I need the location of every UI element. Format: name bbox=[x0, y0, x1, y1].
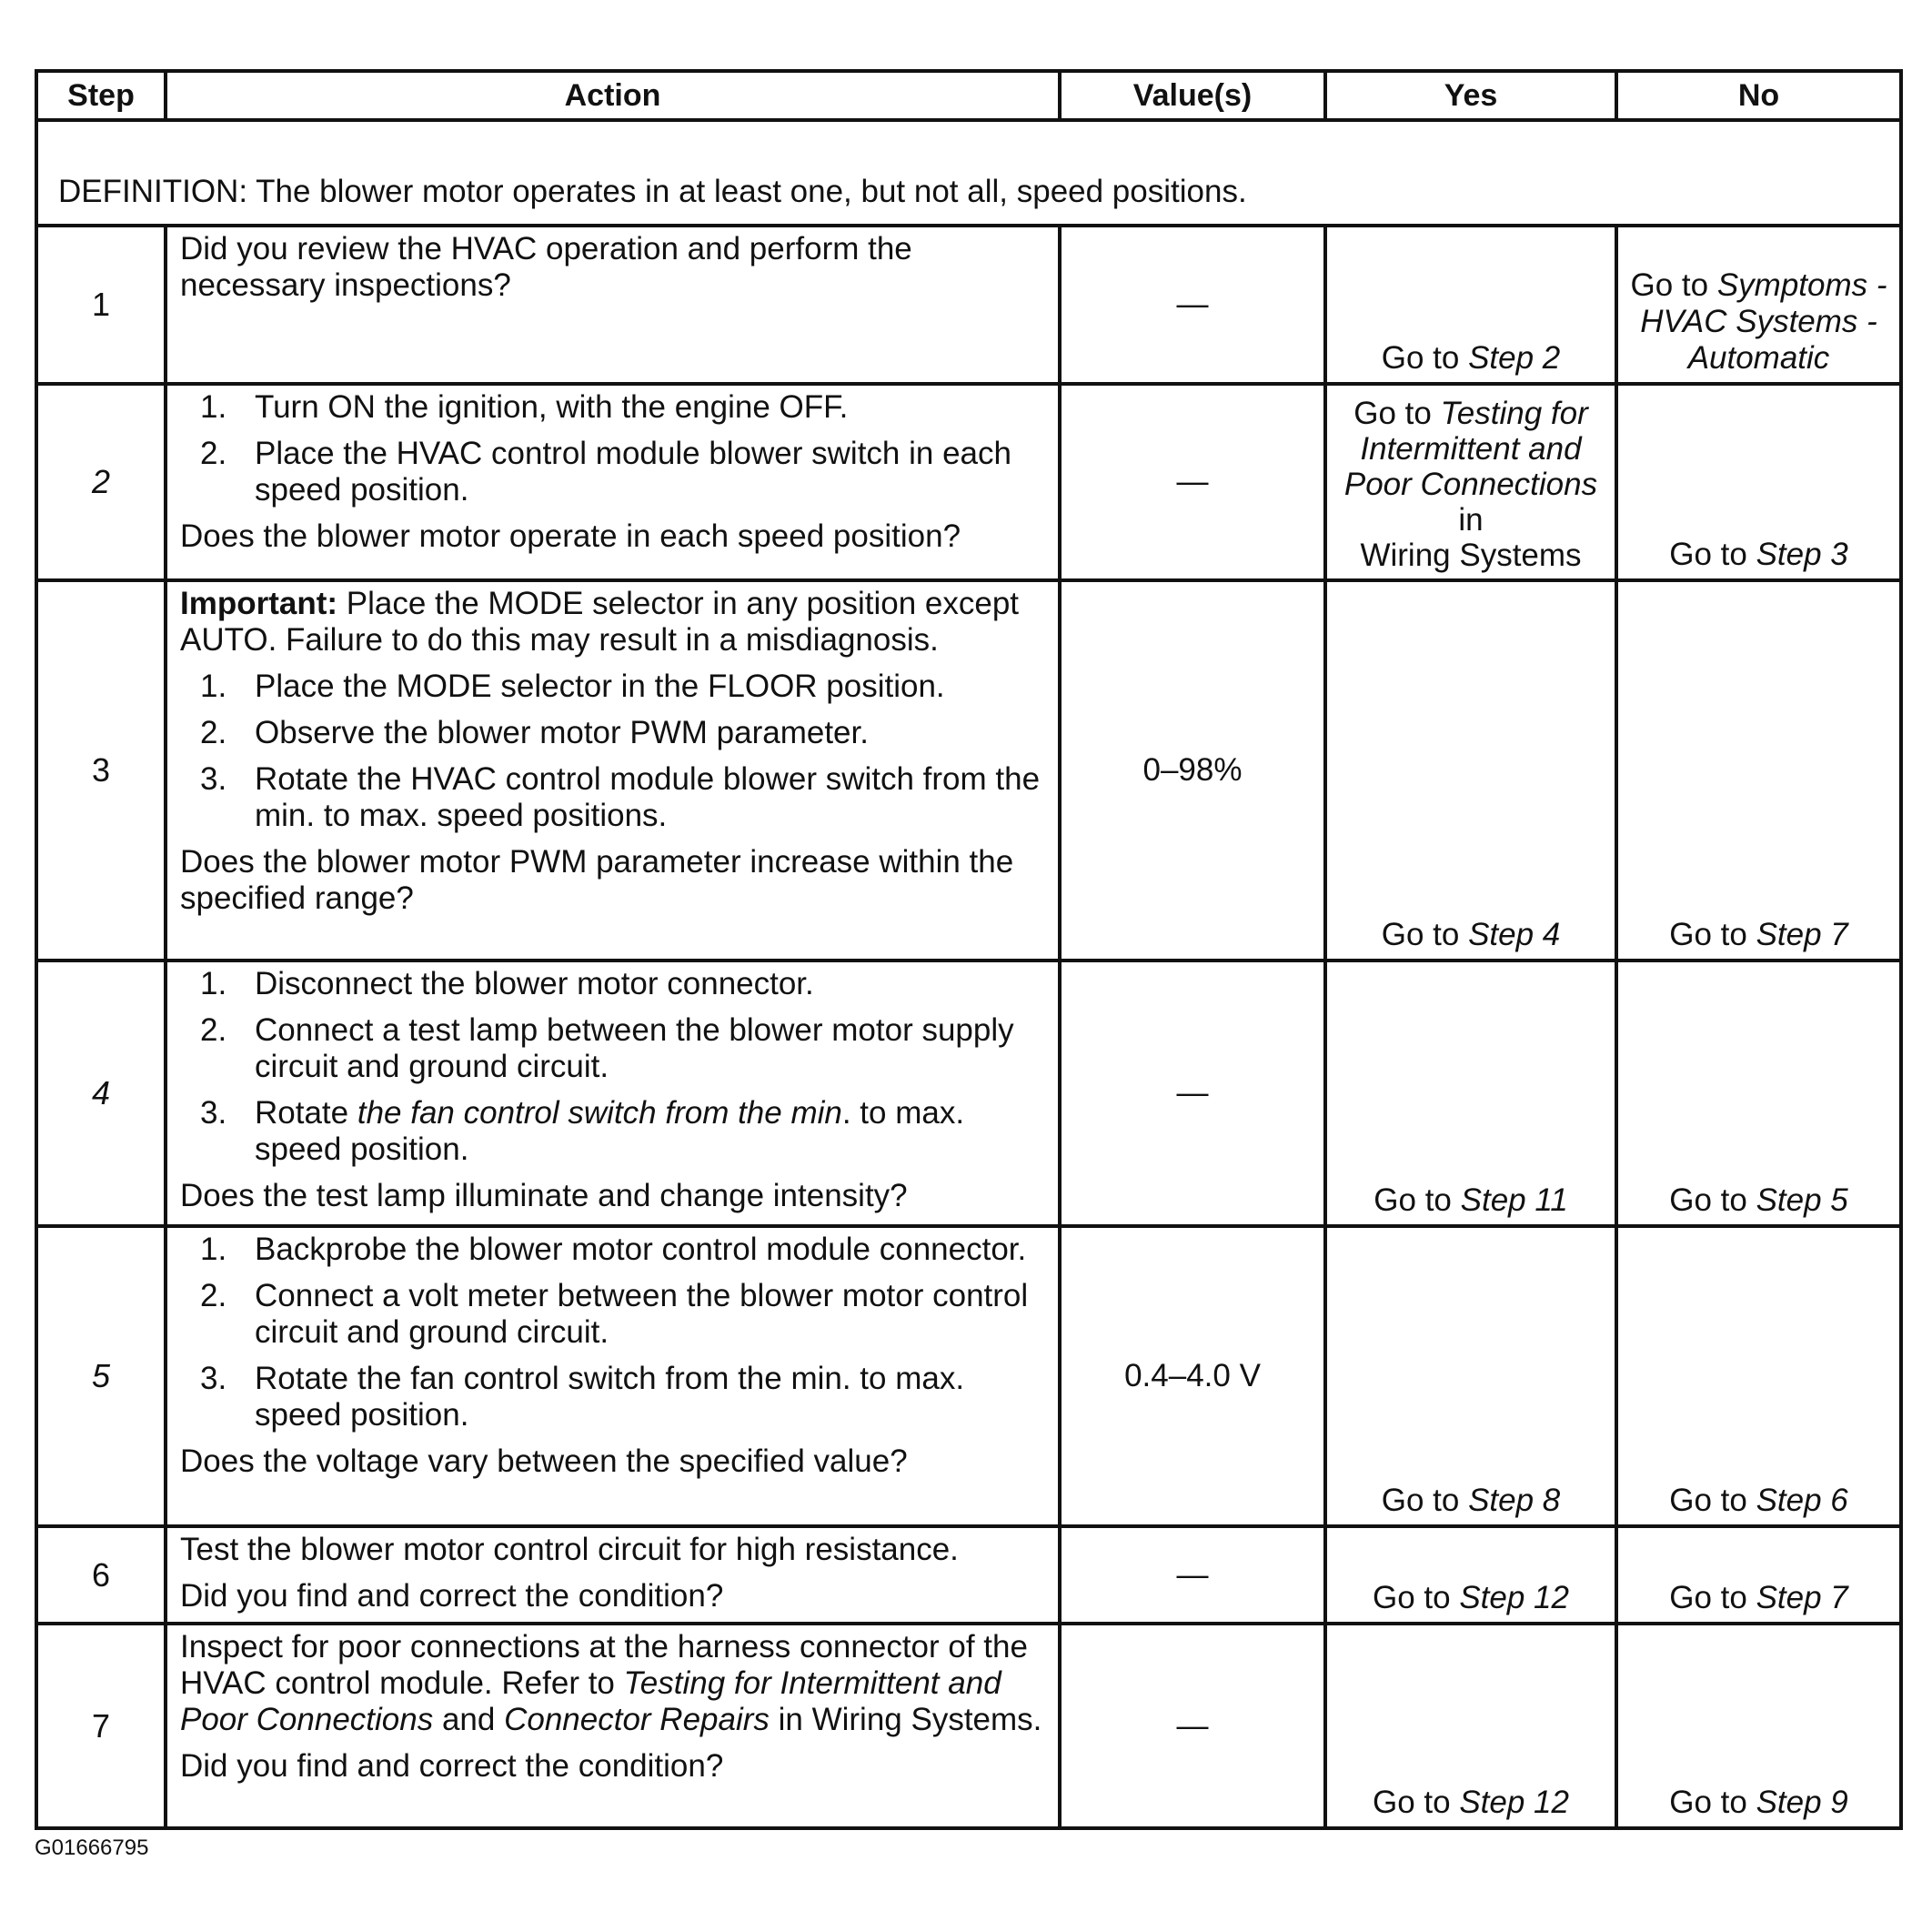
yes-cell bbox=[1325, 580, 1616, 960]
table-row bbox=[36, 960, 1901, 1226]
no-cell bbox=[1616, 384, 1901, 580]
step-number: 6 bbox=[36, 1526, 166, 1624]
item-text: Connect a volt meter between the blower motor control circuit and ground circuit. bbox=[255, 1278, 1029, 1350]
yes-prefix: Go to bbox=[1373, 1580, 1460, 1615]
no-prefix: Go to bbox=[1669, 1483, 1756, 1518]
yes-suffix: in bbox=[1458, 502, 1484, 538]
item-text: Place the HVAC control module blower switch in each speed position. bbox=[255, 436, 1011, 508]
item-number: 2. bbox=[200, 1012, 227, 1048]
table-row bbox=[36, 580, 1901, 960]
item-number: 3. bbox=[200, 1095, 227, 1131]
figure-id: G01666795 bbox=[35, 1836, 149, 1860]
yes-cell bbox=[1325, 1226, 1616, 1526]
yes-cell bbox=[1325, 1624, 1616, 1828]
item-text: Rotate the HVAC control module blower switch from the min. to max. speed positions. bbox=[255, 761, 1041, 833]
step-number: 5 bbox=[36, 1226, 166, 1526]
action-steps bbox=[180, 966, 1045, 1168]
value-cell bbox=[1060, 1624, 1325, 1828]
item-number: 2. bbox=[200, 1278, 227, 1313]
no-prefix: Go to bbox=[1669, 1580, 1756, 1615]
no-step-link[interactable]: Step 9 bbox=[1756, 1785, 1848, 1820]
item-number: 2. bbox=[200, 715, 227, 750]
no-prefix: Go to bbox=[1630, 267, 1717, 303]
action-question: Does the blower motor operate in each speed position? bbox=[180, 518, 961, 554]
item-text: Connect a test lamp between the blower motor supply circuit and ground circuit. bbox=[255, 1012, 1014, 1084]
yes-step-link[interactable]: Testing for Intermittent and Poor Connections bbox=[1343, 396, 1598, 502]
yes-step-link[interactable]: Step 8 bbox=[1468, 1483, 1561, 1518]
yes-cell bbox=[1325, 384, 1616, 580]
action-question: Does the blower motor PWM parameter increase within the specified range? bbox=[180, 844, 1014, 916]
no-step-link[interactable]: Step 7 bbox=[1756, 917, 1848, 952]
action-text-part: in Wiring Systems. bbox=[769, 1702, 1042, 1737]
no-step-link[interactable]: Symptoms - HVAC Systems - Automatic bbox=[1640, 267, 1887, 376]
action-cell bbox=[166, 226, 1060, 384]
reference-link[interactable]: Connector Repairs bbox=[504, 1702, 770, 1737]
value-cell bbox=[1060, 1526, 1325, 1624]
definition-row bbox=[36, 120, 1901, 226]
action-question: Did you review the HVAC operation and perform the necessary inspections? bbox=[180, 231, 912, 303]
yes-prefix: Go to bbox=[1353, 396, 1441, 431]
item-text: Rotate the fan control switch from the min. to max. speed position. bbox=[255, 1361, 965, 1433]
value-cell bbox=[1060, 1226, 1325, 1526]
step-number: 7 bbox=[36, 1624, 166, 1828]
item-number: 1. bbox=[200, 1232, 227, 1267]
value-text: 0–98% bbox=[1142, 752, 1243, 788]
action-cell bbox=[166, 580, 1060, 960]
table-row bbox=[36, 1624, 1901, 1828]
item-text: . to max. speed position. bbox=[255, 1095, 965, 1167]
yes-step-link[interactable]: Step 11 bbox=[1460, 1182, 1568, 1218]
action-question: Does the test lamp illuminate and change intensity? bbox=[180, 1178, 908, 1213]
yes-prefix: Go to bbox=[1373, 1785, 1460, 1820]
step-number: 1 bbox=[36, 226, 166, 384]
list-item bbox=[180, 1278, 1045, 1351]
value-text: — bbox=[1176, 1556, 1209, 1593]
item-text: Disconnect the blower motor connector. bbox=[255, 966, 814, 1001]
table-row bbox=[36, 226, 1901, 384]
item-text: Backprobe the blower motor control module connector. bbox=[255, 1232, 1027, 1267]
important-text: Place the MODE selector in any position except AUTO. Failure to do this may result in a misdiagnosis. bbox=[180, 586, 1020, 658]
value-cell bbox=[1060, 580, 1325, 960]
no-prefix: Go to bbox=[1669, 537, 1756, 572]
list-item bbox=[180, 669, 1045, 705]
reference-link[interactable]: Testing for Intermittent and Poor Connections bbox=[180, 1665, 1001, 1737]
table-row bbox=[36, 1526, 1901, 1624]
list-item bbox=[180, 715, 1045, 751]
list-item bbox=[180, 436, 1045, 508]
important-note bbox=[180, 586, 1045, 659]
item-text: Observe the blower motor PWM parameter. bbox=[255, 715, 869, 750]
table-row bbox=[36, 384, 1901, 580]
table-row bbox=[36, 1226, 1901, 1526]
yes-step-link[interactable]: Step 2 bbox=[1468, 340, 1561, 376]
no-step-link[interactable]: Step 6 bbox=[1756, 1483, 1848, 1518]
header-step: Step bbox=[36, 71, 166, 120]
header-yes: Yes bbox=[1325, 71, 1616, 120]
no-prefix: Go to bbox=[1669, 1182, 1756, 1218]
no-cell bbox=[1616, 1526, 1901, 1624]
action-cell bbox=[166, 384, 1060, 580]
action-steps bbox=[180, 669, 1045, 834]
list-item bbox=[180, 1361, 1045, 1433]
action-cell bbox=[166, 1226, 1060, 1526]
value-text: — bbox=[1176, 1707, 1209, 1744]
action-cell bbox=[166, 1624, 1060, 1828]
yes-step-link[interactable]: Step 12 bbox=[1459, 1785, 1569, 1820]
yes-prefix: Go to bbox=[1381, 340, 1469, 376]
yes-prefix: Go to bbox=[1381, 1483, 1469, 1518]
value-cell bbox=[1060, 384, 1325, 580]
important-label: Important: bbox=[180, 586, 338, 621]
yes-suffix: Wiring Systems bbox=[1360, 538, 1582, 573]
step-number: 2 bbox=[36, 384, 166, 580]
item-number: 3. bbox=[200, 761, 227, 797]
header-action: Action bbox=[166, 71, 1060, 120]
no-cell bbox=[1616, 580, 1901, 960]
item-number: 2. bbox=[200, 436, 227, 471]
step-number: 4 bbox=[36, 960, 166, 1226]
list-item bbox=[180, 761, 1045, 834]
diagnostic-table bbox=[35, 69, 1903, 1830]
yes-cell bbox=[1325, 1526, 1616, 1624]
list-item bbox=[180, 966, 1045, 1002]
no-step-link[interactable]: Step 5 bbox=[1756, 1182, 1848, 1218]
item-text-italic: the fan control switch from the min bbox=[357, 1095, 842, 1131]
list-item bbox=[180, 1095, 1045, 1168]
action-text: Test the blower motor control circuit for high resistance. bbox=[180, 1532, 959, 1567]
value-text: — bbox=[1176, 464, 1209, 499]
item-number: 1. bbox=[200, 669, 227, 704]
item-text: Place the MODE selector in the FLOOR position. bbox=[255, 669, 945, 704]
yes-prefix: Go to bbox=[1381, 917, 1469, 952]
list-item bbox=[180, 1012, 1045, 1085]
no-cell bbox=[1616, 1226, 1901, 1526]
yes-step-link[interactable]: Step 12 bbox=[1459, 1580, 1569, 1615]
header-row bbox=[36, 71, 1901, 120]
item-number: 1. bbox=[200, 966, 227, 1001]
action-question: Did you find and correct the condition? bbox=[180, 1578, 724, 1614]
action-steps bbox=[180, 389, 1045, 508]
value-text: — bbox=[1176, 287, 1209, 322]
item-number: 1. bbox=[200, 389, 227, 425]
list-item bbox=[180, 1232, 1045, 1268]
action-cell bbox=[166, 1526, 1060, 1624]
header-values: Value(s) bbox=[1060, 71, 1325, 120]
value-cell bbox=[1060, 960, 1325, 1226]
item-text: Rotate bbox=[255, 1095, 357, 1131]
action-text-part: Inspect for poor connections at the harness connector of the HVAC control module. Refer to bbox=[180, 1629, 1028, 1701]
action-text-part: and bbox=[433, 1702, 505, 1737]
no-cell bbox=[1616, 226, 1901, 384]
item-number: 3. bbox=[200, 1361, 227, 1396]
no-step-link[interactable]: Step 7 bbox=[1756, 1580, 1848, 1615]
value-cell bbox=[1060, 226, 1325, 384]
yes-prefix: Go to bbox=[1374, 1182, 1461, 1218]
no-prefix: Go to bbox=[1669, 1785, 1756, 1820]
no-prefix: Go to bbox=[1669, 917, 1756, 952]
action-cell bbox=[166, 960, 1060, 1226]
list-item bbox=[180, 389, 1045, 426]
action-question: Did you find and correct the condition? bbox=[180, 1748, 724, 1784]
value-text: 0.4–4.0 V bbox=[1124, 1358, 1261, 1393]
action-steps bbox=[180, 1232, 1045, 1433]
step-number: 3 bbox=[36, 580, 166, 960]
action-question: Does the voltage vary between the specified value? bbox=[180, 1443, 908, 1479]
yes-cell bbox=[1325, 226, 1616, 384]
yes-cell bbox=[1325, 960, 1616, 1226]
definition-text: DEFINITION: The blower motor operates in at least one, but not all, speed positions. bbox=[36, 120, 1901, 226]
header-no: No bbox=[1616, 71, 1901, 120]
value-text: — bbox=[1176, 1075, 1209, 1111]
yes-step-link[interactable]: Step 4 bbox=[1468, 917, 1561, 952]
no-cell bbox=[1616, 1624, 1901, 1828]
no-cell bbox=[1616, 960, 1901, 1226]
action-text bbox=[180, 1629, 1045, 1738]
item-text: Turn ON the ignition, with the engine OFF. bbox=[255, 389, 849, 425]
no-step-link[interactable]: Step 3 bbox=[1756, 537, 1848, 572]
